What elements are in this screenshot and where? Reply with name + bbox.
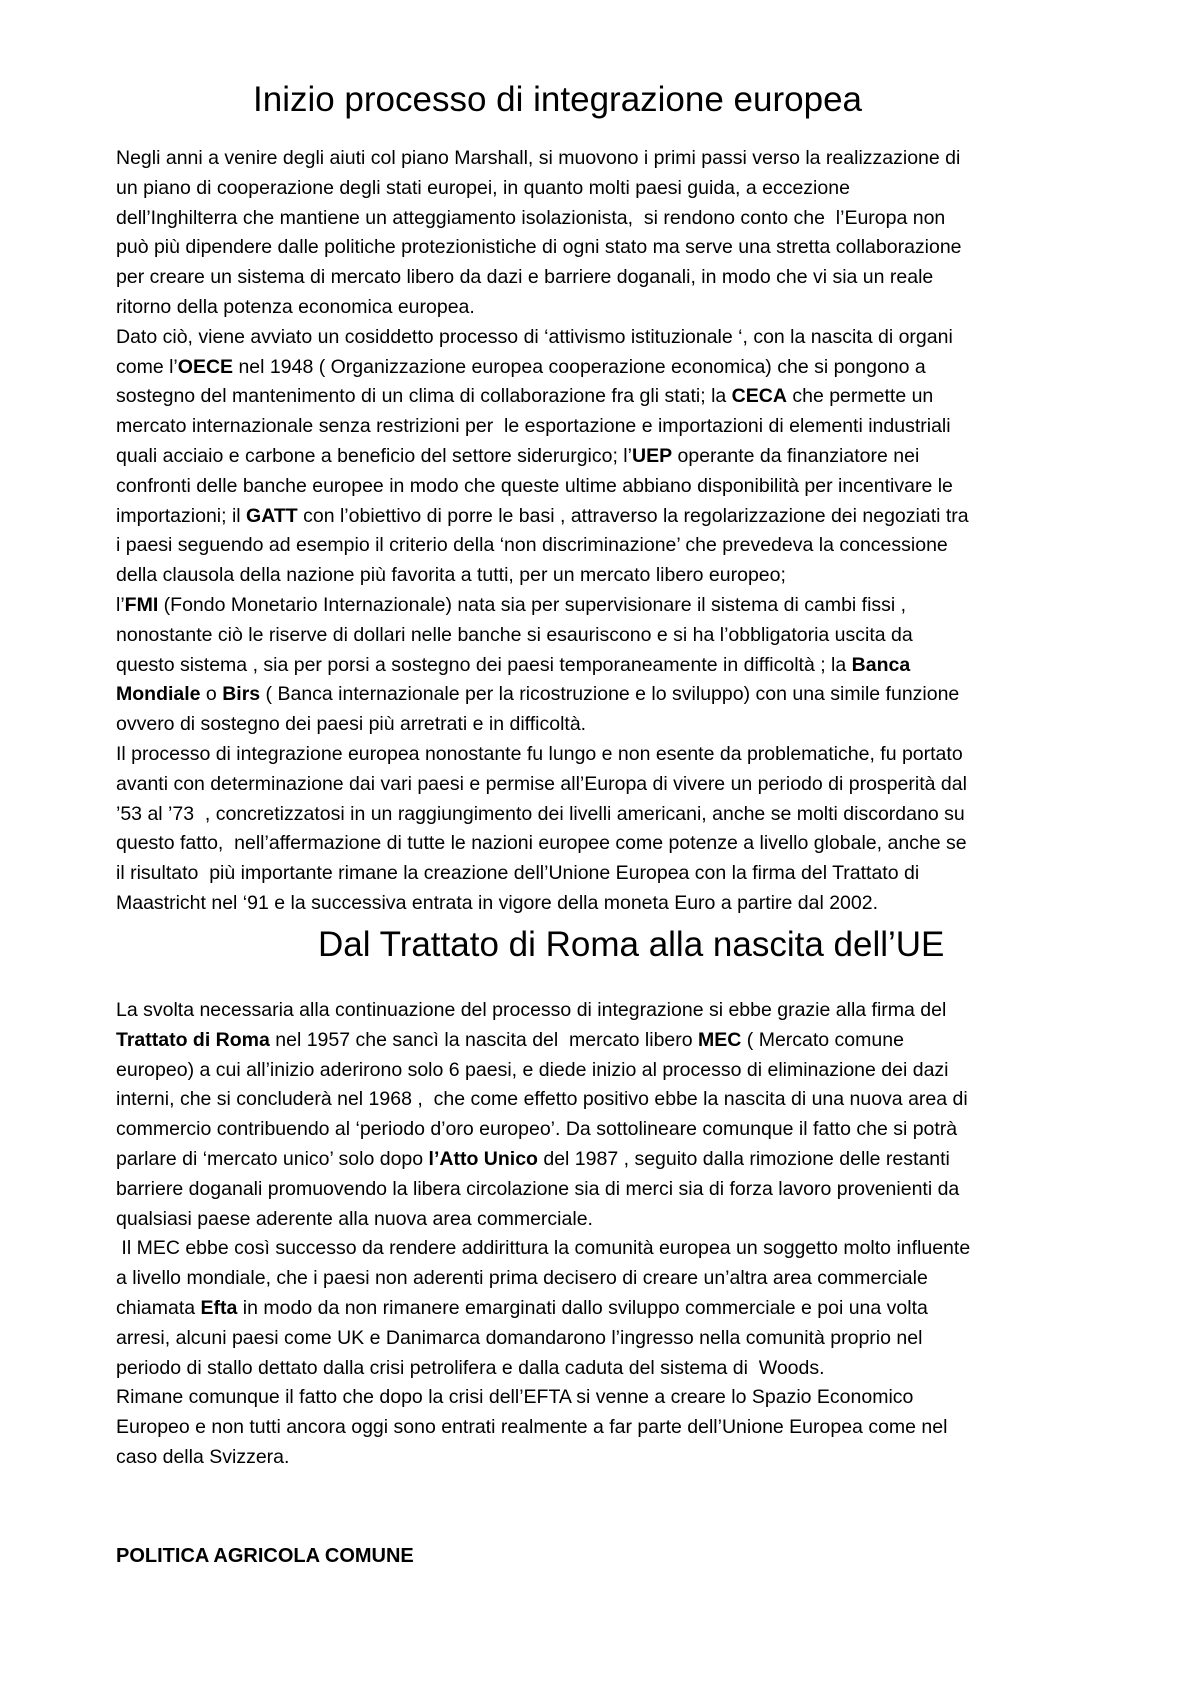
text-line [116,1324,970,1354]
section-title-integrazione: Inizio processo di integrazione europea [253,80,862,119]
text-line [116,472,969,502]
text-run: a livello mondiale, che i paesi non aderenti prima decisero di creare un’altra area commerciale [116,1267,928,1290]
text-line [116,263,969,293]
text-run: questo sistema , sia per porsi a sostegno dei paesi temporaneamente in difficoltà ; la [116,653,852,676]
text-run: questo fatto, nell’affermazione di tutte le nazioni europee come potenze a livello globale, anche se [116,832,967,855]
text-line [116,204,969,234]
text-run: l’ [116,593,125,616]
text-run: il risultato più importante rimane la creazione dell’Unione Europea con la firma del Trattato di [116,862,920,885]
text-run: Il MEC ebbe così successo da rendere addirittura la comunità europea un soggetto molto influente [116,1237,971,1260]
section-title-trattato-roma: Dal Trattato di Roma alla nascita dell’UE [318,925,945,964]
text-run: ritorno della potenza economica europea. [116,295,475,318]
text-run: può più dipendere dalle politiche protezionistiche di ogni stato ma serve una stretta collaborazione [116,236,962,259]
text-run: interni, che si concluderà nel 1968 , che come effetto positivo ebbe la nascita di una nuova area di [116,1088,968,1111]
text-line [116,412,969,442]
text-line [116,1383,970,1413]
bold-term: MEC [698,1028,742,1051]
bold-term: GATT [246,504,298,527]
text-line [116,502,969,532]
bold-term: Efta [200,1296,238,1319]
text-line [116,621,969,651]
text-line [116,174,969,204]
text-run: che permette un [786,385,934,408]
text-line [116,561,969,591]
text-line [116,996,970,1026]
text-run: confronti delle banche europee in modo che queste ultime abbiano disponibilità per incentivare le [116,474,953,497]
text-run: La svolta necessaria alla continuazione del processo di integrazione si ebbe grazie alla firma del [116,999,947,1021]
text-run: Dato ciò, viene avviato un cosiddetto processo di ‘attivismo istituzionale ‘, con la nascita di organi [116,325,953,348]
section-body-integrazione [116,144,969,919]
text-line [116,1234,970,1264]
bold-term: OECE [177,355,234,378]
text-run: dell’Inghilterra che mantiene un atteggiamento isolazionista, si rendono conto che l’Europa non [116,206,946,229]
text-run: con l’obiettivo di porre le basi , attraverso la regolarizzazione dei negoziati tra [297,504,969,527]
text-line [116,800,969,830]
text-line [116,531,969,561]
text-run: Maastricht nel ‘91 e la successiva entrata in vigore della moneta Euro a partire dal 2002. [116,891,879,914]
text-line [116,442,969,472]
text-line [116,829,969,859]
text-line [116,859,969,889]
text-line [116,591,969,621]
text-run: in modo da non rimanere emarginati dallo sviluppo commerciale e poi una volta [237,1296,928,1319]
text-line [116,1085,970,1115]
text-run: Negli anni a venire degli aiuti col piano Marshall, si muovono i primi passi verso la realizzazione di [116,147,961,169]
section-body-trattato-roma [116,996,970,1473]
text-run: del 1987 , seguito dalla rimozione delle restanti [537,1147,950,1170]
text-run: un piano di cooperazione degli stati europei, in quanto molti paesi guida, a eccezione [116,176,850,199]
text-line [116,1175,970,1205]
text-run: quali acciaio e carbone a beneficio del settore siderurgico; l’ [116,444,632,467]
text-run: ( Banca internazionale per la ricostruzione e lo sviluppo) con una simile funzione [260,683,960,706]
text-line [116,293,969,323]
text-run: nel 1957 che sancì la nascita del mercato libero [269,1028,699,1051]
text-run: Rimane comunque il fatto che dopo la crisi dell’EFTA si venne a creare lo Spazio Economico [116,1386,914,1409]
text-run: Europeo e non tutti ancora oggi sono entrati realmente a far parte dell’Unione Europea come nel [116,1416,948,1439]
text-run: mercato internazionale senza restrizioni per le esportazione e importazioni di elementi industriali [116,415,951,438]
text-run: periodo di stallo dettato dalla crisi petrolifera e dalla caduta del sistema di Woods. [116,1356,825,1379]
text-line [116,353,969,383]
bold-term: Banca [851,653,911,676]
text-run: avanti con determinazione dai vari paesi e permise all’Europa di vivere un periodo di prosperità dal [116,772,967,795]
text-line [116,1145,970,1175]
text-run: come l’ [116,355,178,378]
text-run: importazioni; il [116,504,247,527]
text-run: europeo) a cui all’inizio aderirono solo 6 paesi, e diede inizio al processo di eliminazione dei dazi [116,1058,949,1081]
text-line [116,1413,970,1443]
text-run: barriere doganali promuovendo la libera circolazione sia di merci sia di forza lavoro provenienti da [116,1177,960,1200]
text-line [116,233,969,263]
text-run: o [200,683,223,706]
text-line [116,651,969,681]
bold-term: Mondiale [116,683,201,706]
bold-term: UEP [631,444,673,467]
text-run: qualsiasi paese aderente alla nuova area commerciale. [116,1207,593,1230]
section-title-pac: POLITICA AGRICOLA COMUNE [116,1545,414,1567]
text-line [116,710,969,740]
text-line [116,144,969,174]
text-line [116,1026,970,1056]
text-run: caso della Svizzera. [116,1445,290,1468]
bold-term: FMI [124,593,159,616]
text-line [116,1443,970,1473]
text-run: ( Mercato comune [741,1028,904,1051]
text-run: nonostante ciò le riserve di dollari nelle banche si esauriscono e si ha l’obbligatoria uscita da [116,623,913,646]
text-run: operante da finanziatore nei [672,444,920,467]
text-run: i paesi seguendo ad esempio il criterio della ‘non discriminazione’ che prevedeva la concessione [116,534,948,557]
text-run: della clausola della nazione più favorita a tutti, per un mercato libero europeo; [116,564,786,587]
text-line [116,889,969,919]
text-run: commercio contribuendo al ‘periodo d’oro europeo’. Da sottolineare comunque il fatto che si potrà [116,1118,958,1141]
text-run: Il processo di integrazione europea nonostante fu lungo e non esente da problematiche, fu portato [116,742,963,765]
text-run: parlare di ‘mercato unico’ solo dopo [116,1147,429,1170]
text-line [116,382,969,412]
text-line [116,1056,970,1086]
text-run: per creare un sistema di mercato libero da dazi e barriere doganali, in modo che vi sia un reale [116,266,934,289]
text-line [116,770,969,800]
bold-term: Birs [222,683,261,706]
text-line [116,1354,970,1384]
text-line [116,1294,970,1324]
text-run: nel 1948 ( Organizzazione europea cooperazione economica) che si pongono a [233,355,926,378]
text-line [116,740,969,770]
text-run: sostegno del mantenimento di un clima di collaborazione fra gli stati; la [116,385,732,408]
text-run: arresi, alcuni paesi come UK e Danimarca domandarono l’ingresso nella comunità proprio nel [116,1326,923,1349]
text-line [116,1205,970,1235]
text-run: ’53 al ’73 , concretizzatosi in un raggiungimento dei livelli americani, anche se molti discordano su [116,802,965,825]
bold-term: Trattato di Roma [116,1028,270,1051]
text-line [116,323,969,353]
bold-term: CECA [731,385,787,408]
text-line [116,1115,970,1145]
text-run: chiamata [116,1296,201,1319]
text-line [116,1264,970,1294]
text-run: (Fondo Monetario Internazionale) nata sia per supervisionare il sistema di cambi fissi , [158,593,907,616]
text-run: ovvero di sostegno dei paesi più arretrati e in difficoltà. [116,713,587,736]
bold-term: l’Atto Unico [428,1147,538,1170]
text-line [116,680,969,710]
